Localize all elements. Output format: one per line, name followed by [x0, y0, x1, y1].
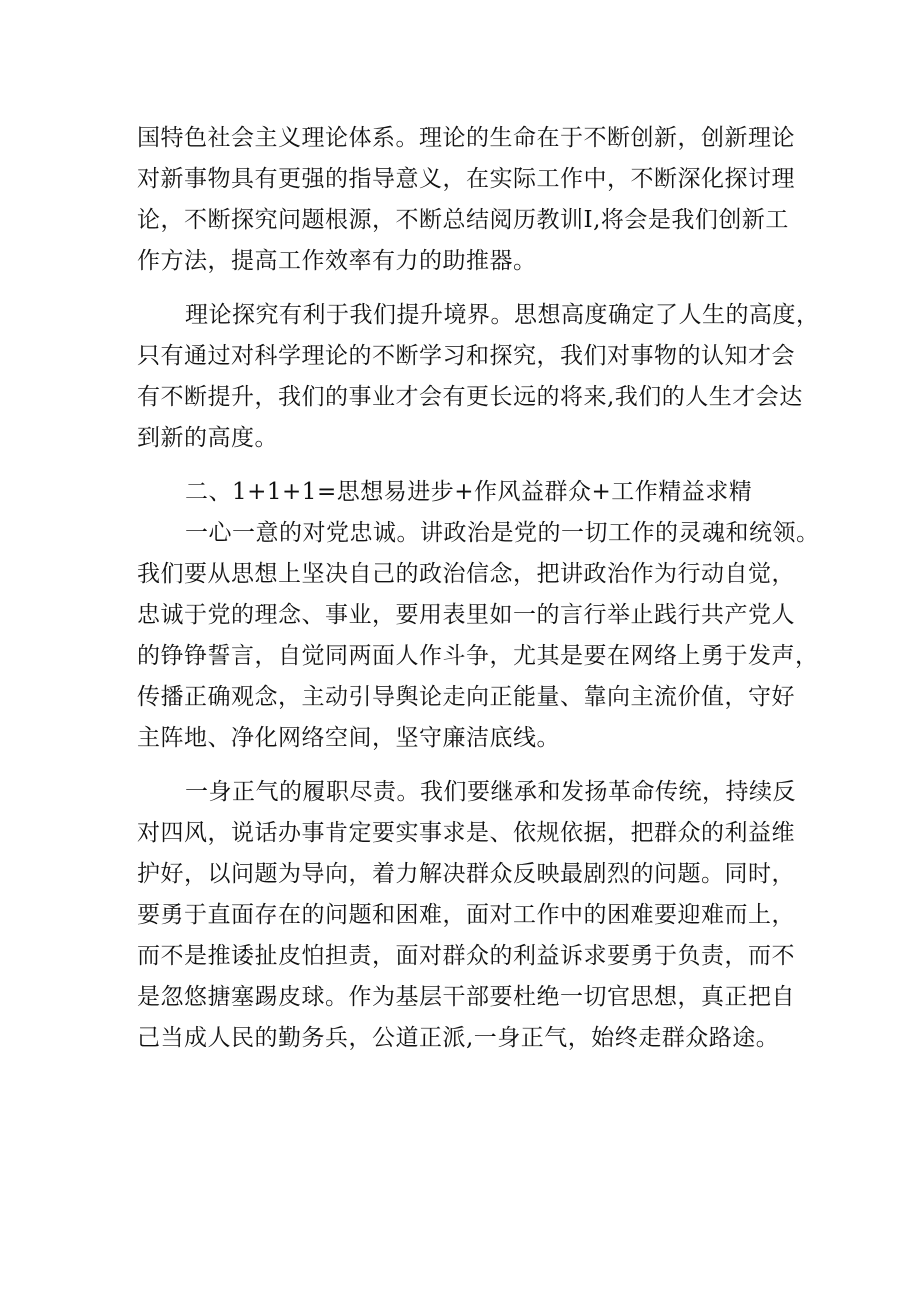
- text-line: 而不是推诿扯皮怕担责，面对群众的利益诉求要勇于负责，而不: [137, 943, 795, 969]
- text-line: 传播正确观念，主动引导舆论走向正能量、靠向主流价值，守好: [137, 684, 795, 710]
- text-line: 一身正气的履职尽责。我们要继承和发扬革命传统，持续反: [185, 779, 796, 805]
- text-line: 论，不断探究问题根源，不断总结阅历教训I,将会是我们创新工: [137, 207, 789, 233]
- text-line: 理论探究有利于我们提升境界。思想高度确定了人生的高度，: [185, 302, 820, 328]
- text-line: 的铮铮誓言，自觉同两面人作斗争，尤其是要在网络上勇于发声，: [137, 643, 819, 669]
- text-line: 主阵地、净化网络空间，坚守廉洁底线。: [137, 725, 560, 751]
- section-heading: 二、1+1+1=思想易进步+作风益群众+工作精益求精: [185, 479, 753, 505]
- text-line: 对新事物具有更强的指导意义，在实际工作中，不断深化探讨理: [137, 166, 795, 192]
- text-line: 己当成人民的勤务兵，公道正派,一身正气，始终走群众路途。: [137, 1025, 780, 1051]
- text-line: 只有通过对科学理论的不断学习和探究，我们对事物的认知才会: [137, 343, 795, 369]
- text-line: 是忽悠搪塞踢皮球。作为基层干部要杜绝一切官思想，真正把自: [137, 984, 795, 1010]
- text-line: 作方法，提高工作效率有力的助推器。: [137, 248, 537, 274]
- text-line: 一心一意的对党忠诚。讲政治是党的一切工作的灵魂和统领。: [185, 520, 820, 546]
- text-line: 护好，以问题为导向，着力解决群众反映最剧烈的问题。同时，: [137, 861, 795, 887]
- text-line: 到新的高度。: [137, 425, 278, 451]
- text-line: 要勇于直面存在的问题和困难，面对工作中的困难要迎难而上，: [137, 902, 795, 928]
- text-line: 国特色社会主义理论体系。理论的生命在于不断创新，创新理论: [137, 125, 795, 151]
- text-line: 对四风，说话办事肯定要实事求是、依规依据，把群众的利益维: [137, 820, 795, 846]
- text-line: 我们要从思想上坚决自己的政治信念，把讲政治作为行动自觉，: [137, 561, 795, 587]
- text-line: 忠诚于党的理念、事业，要用表里如一的言行举止践行共产党人: [137, 602, 795, 628]
- document-page: [137, 118, 820, 1059]
- text-line: 有不断提升，我们的事业才会有更长远的将来,我们的人生才会达: [137, 384, 803, 410]
